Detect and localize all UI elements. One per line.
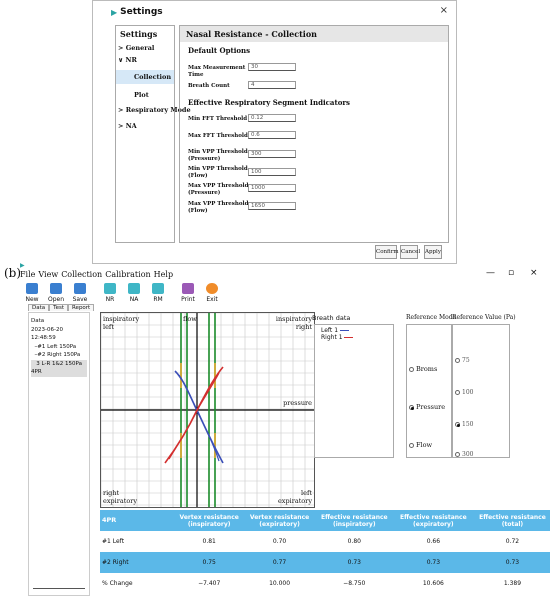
table-row	[100, 531, 550, 552]
exit-icon	[206, 283, 218, 294]
na-icon	[128, 283, 140, 294]
table-cell: % Change	[102, 580, 133, 587]
table-cell: 0.73	[315, 552, 394, 573]
table-cell: 0.73	[394, 552, 473, 573]
table-header: Vertex resistance (inspiratory)	[174, 510, 244, 531]
tree-item-na[interactable]: > NA	[118, 122, 137, 130]
radio-300[interactable]: 300	[455, 451, 473, 458]
tree-item-collection[interactable]: Collection	[116, 70, 174, 84]
menu-bar	[20, 270, 173, 279]
table-cell: #1 Left	[102, 538, 125, 545]
nr-icon	[104, 283, 116, 294]
table-cell: 10.000	[269, 580, 291, 587]
breath-count-input[interactable]: 4	[248, 81, 296, 89]
reference-value-options	[452, 324, 510, 458]
radio-icon	[455, 358, 460, 363]
radio-150[interactable]: 150	[455, 421, 473, 428]
menu-collection[interactable]: Collection	[61, 270, 103, 279]
menu-view[interactable]: View	[38, 270, 59, 279]
form-title: Nasal Resistance - Collection	[180, 26, 448, 42]
max-measurement-time-label: Max Measurement Time	[188, 65, 246, 78]
menu-help[interactable]: Help	[153, 270, 174, 279]
radio-selected-icon	[409, 405, 414, 410]
menu-calibration[interactable]: Calibration	[105, 270, 151, 279]
table-cell: 10.606	[422, 580, 444, 587]
reference-mode-options	[406, 324, 452, 458]
data-tree-item-selected[interactable]: 3 L-R 1&2 150Pa 4PR	[31, 360, 87, 377]
tree-item-plot[interactable]: Plot	[134, 91, 149, 99]
na-button[interactable]: NA	[122, 282, 146, 308]
max-vpp-pressure-label: Max VPP Threshold (Pressure)	[188, 183, 249, 196]
max-vpp-flow-label: Max VPP Threshold (Flow)	[188, 201, 249, 214]
results-table	[100, 510, 550, 594]
breath-data-panel	[312, 314, 398, 462]
radio-selected-icon	[455, 422, 460, 427]
open-folder-icon	[50, 283, 62, 294]
right-1-curve-return	[169, 373, 219, 459]
table-cell: 0.75	[174, 552, 244, 573]
breath-item-left-1[interactable]: Left 1	[321, 327, 387, 334]
table-cell: −7.407	[198, 580, 221, 587]
rm-button[interactable]: RM	[146, 282, 170, 308]
window-close-button[interactable]: ×	[530, 268, 538, 278]
table-cell: 0.73	[473, 552, 550, 573]
exit-button[interactable]: Exit	[200, 282, 224, 308]
table-header: Effective resistance (total)	[473, 510, 550, 531]
min-vpp-flow-label: Min VPP Threshold (Flow)	[188, 166, 248, 179]
data-tree-item[interactable]: –#1 Left 150Pa	[31, 343, 77, 350]
data-tree-timestamp[interactable]: 2023-06-20 12:48:59	[31, 326, 63, 341]
open-button[interactable]: Open	[44, 282, 68, 308]
save-icon	[74, 283, 86, 294]
reference-value-panel	[452, 314, 522, 462]
table-cell: 0.70	[272, 538, 287, 545]
minimize-button[interactable]: —	[486, 268, 495, 278]
table-cell: 0.77	[244, 552, 314, 573]
radio-pressure[interactable]: Pressure	[409, 403, 445, 411]
data-tree-root[interactable]: Data	[31, 318, 45, 324]
new-file-icon	[26, 283, 38, 294]
min-vpp-flow-input[interactable]: 100	[248, 168, 296, 176]
scroll-indicator	[33, 588, 85, 589]
tab-data[interactable]: Data	[28, 304, 49, 311]
left-pane-tabs	[28, 304, 94, 311]
data-tree-item[interactable]: –#2 Right 150Pa	[31, 352, 81, 358]
radio-100[interactable]: 100	[455, 389, 473, 396]
reference-value-title: Reference Value (Pa)	[452, 314, 516, 321]
resistance-plot	[100, 312, 315, 508]
tree-heading: Settings	[120, 29, 158, 39]
maximize-button[interactable]: ▫	[508, 268, 515, 278]
table-cell: #2 Right	[100, 552, 174, 573]
legend-swatch-left	[340, 330, 349, 332]
settings-dialog	[92, 0, 457, 264]
max-fft-threshold-label: Max FFT Threshold	[188, 133, 248, 139]
table-row	[100, 552, 550, 573]
table-cell: 0.80	[347, 538, 361, 545]
reference-mode-panel	[406, 314, 456, 462]
label-right-expiratory: right expiratory	[103, 489, 138, 505]
tree-item-general[interactable]: > General	[118, 44, 155, 52]
max-vpp-pressure-input[interactable]: 1000	[248, 184, 296, 192]
rm-icon	[152, 283, 164, 294]
table-header: Effective resistance (inspiratory)	[315, 510, 394, 531]
menu-file[interactable]: File	[20, 270, 36, 279]
new-button[interactable]: New	[20, 282, 44, 308]
table-row	[100, 573, 550, 594]
label-flow: flow	[183, 315, 197, 323]
tab-test[interactable]: Test	[49, 304, 68, 311]
min-vpp-pressure-input[interactable]: 300	[248, 150, 296, 158]
min-vpp-pressure-label: Min VPP Threshold (Pressure)	[188, 149, 248, 162]
radio-icon	[409, 367, 414, 372]
app-logo-icon: ▶	[20, 262, 25, 269]
table-header: Effective resistance (expiratory)	[394, 510, 473, 531]
label-inspiratory-left: inspiratory left	[103, 315, 140, 331]
table-cell: 1.389	[503, 580, 522, 587]
max-vpp-flow-input[interactable]: 1650	[248, 202, 296, 210]
label-pressure: pressure	[283, 399, 312, 407]
radio-icon	[455, 390, 460, 395]
tab-report[interactable]: Report	[68, 304, 94, 311]
table-cell: −8.750	[343, 580, 366, 587]
confirm-button[interactable]: Confirm	[375, 245, 397, 259]
breath-item-right-1[interactable]: Right 1	[321, 334, 387, 341]
max-measurement-time-input[interactable]: 30	[248, 63, 296, 71]
print-icon	[182, 283, 194, 294]
cancel-button[interactable]: Cancel	[400, 245, 418, 259]
radio-icon	[455, 452, 460, 457]
table-cell: 0.81	[202, 538, 216, 545]
settings-tree	[115, 25, 191, 243]
settings-title: Settings	[120, 7, 163, 17]
default-options-heading: Default Options	[188, 46, 251, 55]
radio-75[interactable]: 75	[455, 357, 470, 364]
tree-item-nr[interactable]: ∨ NR	[118, 56, 137, 64]
min-fft-threshold-input[interactable]: 0.12	[248, 114, 296, 122]
breath-data-title: Breath data	[312, 314, 351, 322]
min-fft-threshold-label: Min FFT Threshold	[188, 116, 248, 122]
settings-titlebar	[93, 1, 456, 23]
panel-b-label: (b)	[4, 266, 22, 280]
radio-icon	[409, 443, 414, 448]
save-button[interactable]: Save	[68, 282, 92, 308]
tree-item-respiratory-mode[interactable]: > Respiratory Mode	[118, 106, 191, 114]
settings-form	[179, 25, 449, 243]
apply-button[interactable]: Apply	[424, 245, 442, 259]
segment-indicators-heading: Effective Respiratory Segment Indicators	[188, 98, 351, 107]
reference-mode-title: Reference Mode	[406, 314, 457, 321]
table-cell: 0.66	[426, 538, 441, 545]
table-header: Vertex resistance (expiratory)	[244, 510, 314, 531]
table-header: 4PR	[100, 510, 174, 531]
max-fft-threshold-input[interactable]: 0.6	[248, 131, 296, 139]
breath-data-list	[314, 324, 394, 458]
plot-svg	[101, 313, 314, 507]
label-left-expiratory: left expiratory	[277, 489, 312, 505]
nr-button[interactable]: NR	[98, 282, 122, 308]
print-button[interactable]: Print	[176, 282, 200, 308]
label-inspiratory-right: inspiratory right	[275, 315, 312, 331]
app-logo-icon: ▶	[111, 7, 118, 17]
legend-swatch-right	[344, 337, 353, 339]
radio-broms[interactable]: Broms	[409, 365, 437, 373]
data-tree-pane	[28, 312, 90, 596]
radio-flow[interactable]: Flow	[409, 441, 432, 449]
table-cell: 0.72	[505, 538, 520, 545]
main-app-window	[20, 262, 550, 596]
breath-count-label: Breath Count	[188, 83, 230, 89]
table-header-row	[100, 510, 550, 531]
close-icon[interactable]: ×	[439, 5, 448, 16]
